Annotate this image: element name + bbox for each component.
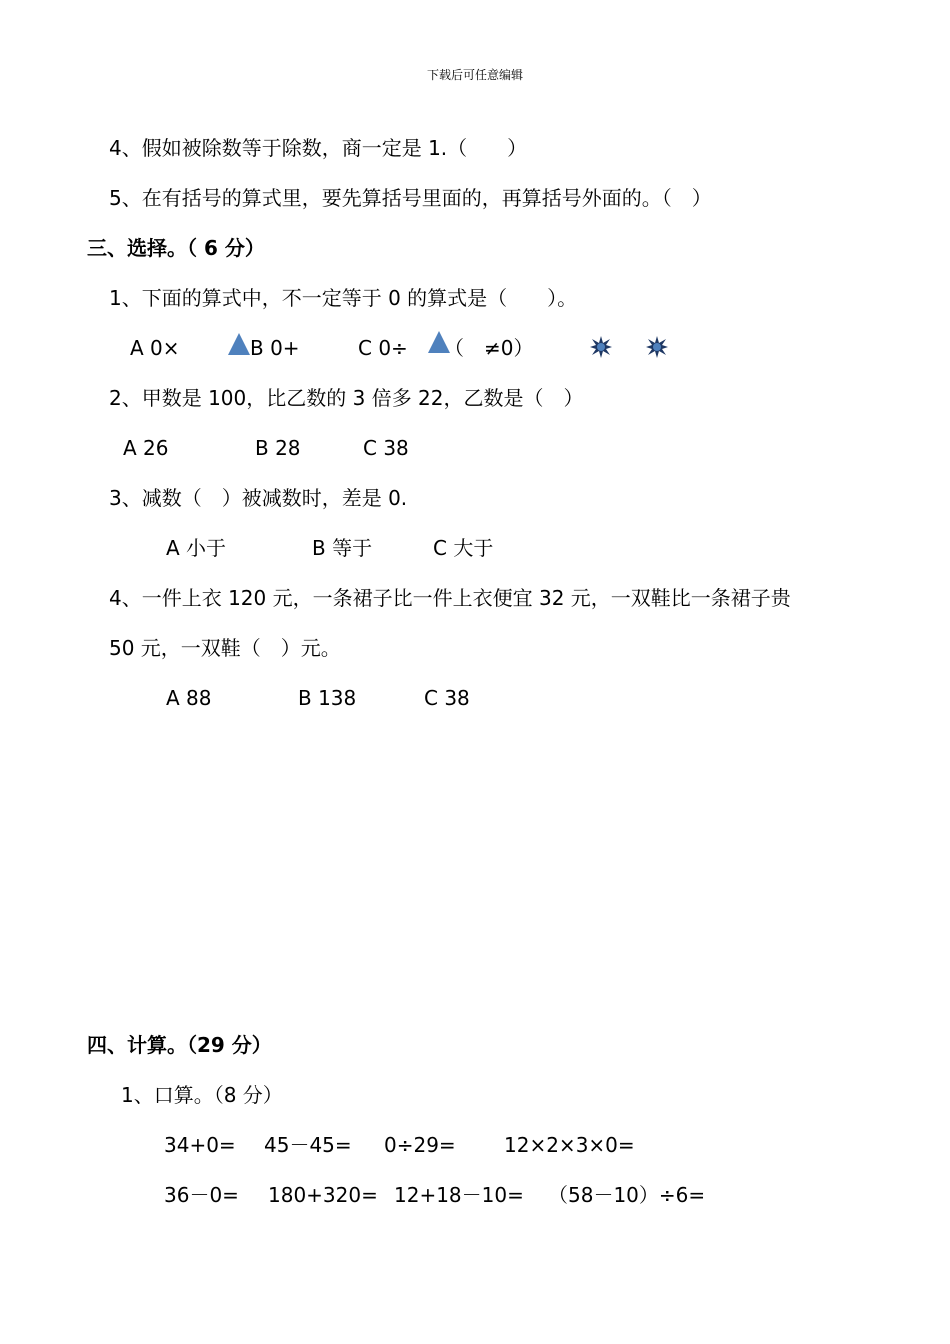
choice-1-option-c-note: （ ≠0） xyxy=(444,336,534,360)
choice-2-option-a: A 26 xyxy=(123,436,169,460)
choice-question-4-line-2: 50 元，一双鞋（ ）元。 xyxy=(109,636,341,660)
choice-3-option-a: A 小于 xyxy=(166,536,227,560)
choice-2-option-c: C 38 xyxy=(363,436,409,460)
calc-row-1-item-1: 34+0= xyxy=(164,1133,236,1157)
section-4-title: 四、计算。（29 分） xyxy=(87,1033,272,1057)
calc-row-1-item-4: 12×2×3×0= xyxy=(504,1133,635,1157)
choice-3-option-b: B 等于 xyxy=(312,536,373,560)
calc-row-2-item-2: 180+320= xyxy=(268,1183,378,1207)
choice-question-4-line-1: 4、一件上衣 120 元，一条裙子比一件上衣便宜 32 元，一双鞋比一条裙子贵 xyxy=(109,586,791,610)
choice-1-option-c: C 0÷ xyxy=(358,336,408,360)
page-header: 下载后可任意编辑 xyxy=(426,68,523,82)
judge-question-4: 4、假如被除数等于除数，商一定是 1.（ ） xyxy=(109,136,528,160)
star-icon xyxy=(589,335,613,359)
calc-row-2-item-4: （58－10）÷6= xyxy=(548,1183,706,1207)
choice-question-2: 2、甲数是 100，比乙数的 3 倍多 22，乙数是（ ） xyxy=(109,386,584,410)
choice-4-option-c: C 38 xyxy=(424,686,470,710)
section-3-title: 三、选择。（ 6 分） xyxy=(87,236,265,260)
oral-calc-subtitle: 1、口算。（8 分） xyxy=(121,1083,283,1107)
choice-2-option-b: B 28 xyxy=(255,436,301,460)
calc-row-2-item-3: 12+18－10= xyxy=(394,1183,524,1207)
choice-question-1: 1、下面的算式中，不一定等于 0 的算式是（ ）。 xyxy=(109,286,578,310)
calc-row-1-item-2: 45－45= xyxy=(264,1133,352,1157)
judge-question-5: 5、在有括号的算式里，要先算括号里面的，再算括号外面的。（ ） xyxy=(109,186,712,210)
calc-row-2-item-1: 36－0= xyxy=(164,1183,239,1207)
choice-4-option-b: B 138 xyxy=(298,686,357,710)
choice-3-option-c: C 大于 xyxy=(433,536,494,560)
triangle-icon xyxy=(228,333,250,355)
star-icon xyxy=(645,335,669,359)
choice-question-3: 3、减数（ ）被减数时，差是 0. xyxy=(109,486,408,510)
choice-1-option-b: B 0+ xyxy=(250,336,300,360)
choice-1-option-a: A 0× xyxy=(130,336,180,360)
calc-row-1-item-3: 0÷29= xyxy=(384,1133,456,1157)
choice-4-option-a: A 88 xyxy=(166,686,212,710)
